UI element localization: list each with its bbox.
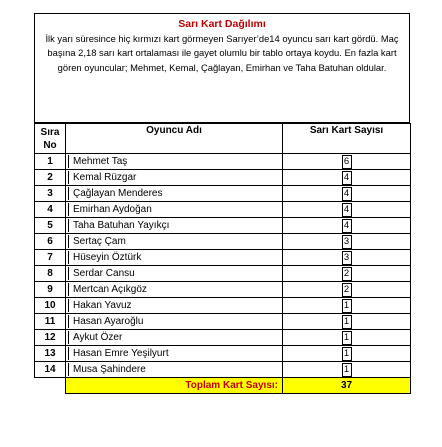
card-count <box>283 266 411 282</box>
title-box <box>34 13 410 123</box>
table-row <box>35 330 411 346</box>
player-name <box>66 154 283 170</box>
total-row <box>35 378 411 394</box>
player-name <box>66 186 283 202</box>
table-row <box>35 170 411 186</box>
player-name-text: Aykut Özer <box>68 331 122 344</box>
player-name-text: Sertaç Çam <box>68 235 126 248</box>
total-blank-cell <box>35 378 66 394</box>
player-name <box>66 250 283 266</box>
player-name-text: Serdar Cansu <box>68 267 135 280</box>
player-name <box>66 282 283 298</box>
row-number: 10 <box>35 298 66 314</box>
row-number: 7 <box>35 250 66 266</box>
card-count <box>283 314 411 330</box>
player-name <box>66 330 283 346</box>
row-number: 8 <box>35 266 66 282</box>
player-name-text: Taha Batuhan Yayıkçı <box>68 219 169 232</box>
sheet-title: Sarı Kart Dağılımı <box>178 18 266 30</box>
table-row <box>35 282 411 298</box>
card-count-text: 2 <box>342 267 352 281</box>
total-label: Toplam Kart Sayısı: <box>66 378 283 394</box>
player-name <box>66 170 283 186</box>
card-count <box>283 362 411 378</box>
column-header-player: Oyuncu Adı <box>66 124 283 154</box>
card-count-text: 1 <box>342 347 352 361</box>
card-count-text: 4 <box>342 219 352 233</box>
card-count-text: 6 <box>342 155 352 169</box>
player-name <box>66 298 283 314</box>
card-count <box>283 346 411 362</box>
row-number: 12 <box>35 330 66 346</box>
card-count-text: 2 <box>342 283 352 297</box>
table-row <box>35 234 411 250</box>
table-row <box>35 314 411 330</box>
table-row <box>35 298 411 314</box>
card-count-text: 1 <box>342 299 352 313</box>
player-name <box>66 346 283 362</box>
row-number: 5 <box>35 218 66 234</box>
table-row <box>35 362 411 378</box>
player-name-text: Hasan Emre Yeşilyurt <box>68 347 169 360</box>
player-name <box>66 234 283 250</box>
player-name <box>66 314 283 330</box>
row-number: 11 <box>35 314 66 330</box>
row-number: 3 <box>35 186 66 202</box>
row-number: 6 <box>35 234 66 250</box>
player-name-text: Hakan Yavuz <box>68 299 132 312</box>
card-count <box>283 186 411 202</box>
yellow-card-table <box>34 123 411 394</box>
column-header-count: Sarı Kart Sayısı <box>283 124 411 154</box>
row-number: 4 <box>35 202 66 218</box>
table-row <box>35 154 411 170</box>
card-count <box>283 282 411 298</box>
table-row <box>35 250 411 266</box>
player-name-text: Musa Şahindere <box>68 363 146 376</box>
table-row <box>35 346 411 362</box>
table-body <box>35 154 411 378</box>
yellow-card-sheet <box>34 13 410 394</box>
card-count-text: 4 <box>342 187 352 201</box>
card-count <box>283 330 411 346</box>
player-name <box>66 218 283 234</box>
player-name-text: Mehmet Taş <box>68 155 127 168</box>
card-count <box>283 298 411 314</box>
player-name-text: Kemal Rüzgar <box>68 171 136 184</box>
card-count <box>283 170 411 186</box>
total-value: 37 <box>283 378 411 394</box>
player-name-text: Emirhan Aydoğan <box>68 203 152 216</box>
player-name <box>66 202 283 218</box>
table-row <box>35 202 411 218</box>
card-count <box>283 202 411 218</box>
column-header-no: Sıra No <box>35 124 66 154</box>
card-count <box>283 250 411 266</box>
card-count-text: 1 <box>342 363 352 377</box>
card-count-text: 1 <box>342 315 352 329</box>
card-count <box>283 234 411 250</box>
player-name-text: Mertcan Açıkgöz <box>68 283 147 296</box>
card-count <box>283 218 411 234</box>
player-name-text: Hüseyin Öztürk <box>68 251 141 264</box>
row-number: 9 <box>35 282 66 298</box>
table-row <box>35 218 411 234</box>
player-name <box>66 266 283 282</box>
card-count-text: 1 <box>342 331 352 345</box>
card-count-text: 3 <box>342 251 352 265</box>
table-header-row <box>35 124 411 154</box>
player-name <box>66 362 283 378</box>
card-count-text: 4 <box>342 171 352 185</box>
sheet-description: İlk yarı süresince hiç kırmızı kart görmeyen Sarıyer’de14 oyuncu sarı kart gördü. Maç başına 2,18 sarı kart ortalaması ile gayet olumlu bir tablo ortaya koydu. En fazla kart gören oyuncular; Mehmet, Kemal, Çağlayan, Emirhan ve Taha Batuhan oldular. <box>45 33 399 73</box>
table-row <box>35 266 411 282</box>
row-number: 14 <box>35 362 66 378</box>
player-name-text: Hasan Ayaroğlu <box>68 315 143 328</box>
row-number: 1 <box>35 154 66 170</box>
card-count-text: 4 <box>342 203 352 217</box>
player-name-text: Çağlayan Menderes <box>68 187 163 200</box>
table-row <box>35 186 411 202</box>
card-count-text: 3 <box>342 235 352 249</box>
card-count <box>283 154 411 170</box>
row-number: 2 <box>35 170 66 186</box>
row-number: 13 <box>35 346 66 362</box>
